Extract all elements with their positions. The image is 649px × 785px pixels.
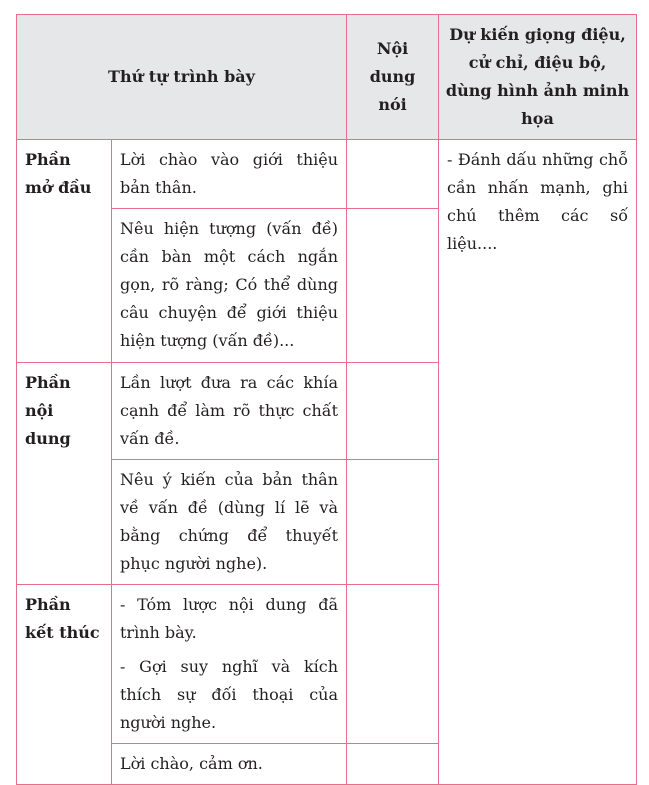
header-row	[17, 15, 637, 140]
content-cell	[347, 140, 439, 209]
table-row	[17, 140, 637, 209]
header-order: Thứ tự trình bày	[17, 15, 347, 140]
section-body-title: Phần nội dung	[17, 363, 112, 585]
expression-note: - Đánh dấu những chỗ cần nhấn mạnh, ghi chú thêm các số liệu....	[439, 140, 637, 785]
content-cell	[347, 460, 439, 585]
content-cell	[347, 363, 439, 460]
section-ending-title: Phần kết thúc	[17, 585, 112, 785]
opening-item-1: Lời chào vào giới thiệu bản thân.	[112, 140, 347, 209]
header-content: Nội dung nói	[347, 15, 439, 140]
header-expression: Dự kiến giọng điệu, cử chỉ, điệu bộ, dùng hình ảnh minh họa	[439, 15, 637, 140]
content-cell	[347, 744, 439, 785]
content-cell	[347, 209, 439, 363]
ending-items	[112, 585, 347, 744]
ending-item-3: Lời chào, cảm ơn.	[112, 744, 347, 785]
section-opening-title: Phần mở đầu	[17, 140, 112, 363]
speech-plan-table	[16, 14, 637, 785]
ending-item-2: - Gợi suy nghĩ và kích thích sự đối thoại của người nghe.	[120, 657, 339, 732]
body-item-1: Lần lượt đưa ra các khía cạnh để làm rõ thực chất vấn đề.	[112, 363, 347, 460]
content-cell	[347, 585, 439, 744]
opening-item-2: Nêu hiện tượng (vấn đề) cần bàn một cách ngắn gọn, rõ ràng; Có thể dùng câu chuyện để giới thiệu hiện tượng (vấn đề)...	[112, 209, 347, 363]
body-item-2: Nêu ý kiến của bản thân về vấn đề (dùng lí lẽ và bằng chứng để thuyết phục người nghe).	[112, 460, 347, 585]
ending-item-1: - Tóm lược nội dung đã trình bày.	[120, 595, 339, 642]
